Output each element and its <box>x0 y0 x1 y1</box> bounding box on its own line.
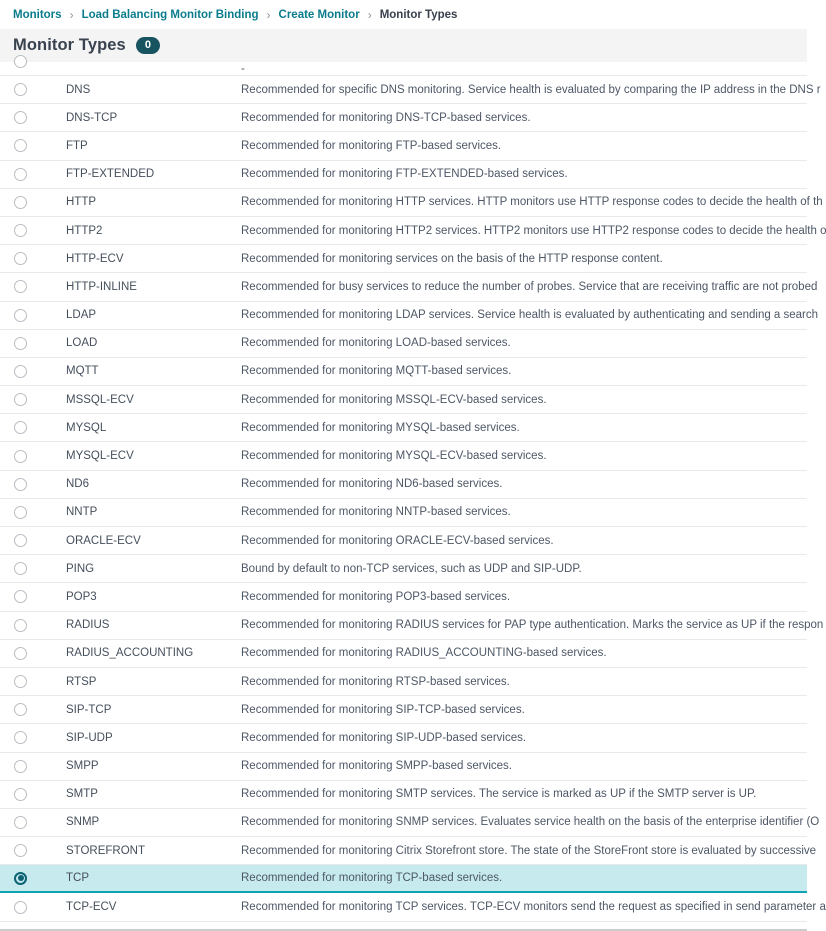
monitor-row-partial[interactable] <box>0 62 807 76</box>
radio-button[interactable] <box>14 421 27 434</box>
monitor-name: SMTP <box>66 788 98 801</box>
radio-button[interactable] <box>14 337 27 350</box>
monitor-name: FTP <box>66 139 88 152</box>
radio-button[interactable] <box>14 83 27 96</box>
monitor-description: Recommended for monitoring DNS-TCP-based services. <box>241 111 531 124</box>
monitor-description: Recommended for monitoring MQTT-based services. <box>241 365 512 378</box>
monitor-description: Bound by default to non-TCP services, such as UDP and SIP-UDP. <box>241 562 582 575</box>
monitor-row-sip-tcp[interactable] <box>0 696 807 724</box>
monitor-row-mysql[interactable] <box>0 414 807 442</box>
monitor-description: Recommended for monitoring POP3-based services. <box>241 590 511 603</box>
monitor-row-http-inline[interactable] <box>0 273 818 301</box>
selected-count-badge: 0 <box>136 37 160 54</box>
page-title: Monitor Types <box>13 36 126 54</box>
monitor-name: ORACLE-ECV <box>66 534 141 547</box>
monitor-description: Recommended for monitoring LDAP services. Service health is evaluated by authenticating and sending a search <box>241 309 819 322</box>
monitor-row-http[interactable] <box>0 189 823 217</box>
radio-button[interactable] <box>14 562 27 575</box>
breadcrumb <box>0 0 807 29</box>
monitor-description: Recommended for monitoring RADIUS services for PAP type authentication. Marks the service as UP if the respon <box>241 619 824 632</box>
monitor-row-pop3[interactable] <box>0 583 807 611</box>
monitor-description: Recommended for monitoring SIP-UDP-based services. <box>241 731 527 744</box>
monitor-name: SIP-TCP <box>66 703 112 716</box>
radio-button[interactable] <box>14 55 27 68</box>
monitor-description: Recommended for monitoring SMPP-based services. <box>241 760 513 773</box>
radio-button[interactable] <box>14 478 27 491</box>
monitor-name: SNMP <box>66 816 100 829</box>
radio-button[interactable] <box>14 731 27 744</box>
monitor-name: RTSP <box>66 675 97 688</box>
monitor-row-http2[interactable] <box>0 217 826 245</box>
breadcrumb-link-load-balancing-monitor-binding[interactable]: Load Balancing Monitor Binding <box>81 8 259 21</box>
monitor-description: Recommended for monitoring LOAD-based services. <box>241 337 511 350</box>
monitor-row-radius_accounting[interactable] <box>0 640 807 668</box>
table-bottom-gap <box>0 922 807 929</box>
breadcrumb-link-monitors[interactable]: Monitors <box>13 8 62 21</box>
radio-button[interactable] <box>14 139 27 152</box>
monitor-row-nntp[interactable] <box>0 499 807 527</box>
monitor-row-load[interactable] <box>0 330 807 358</box>
monitor-row-storefront[interactable] <box>0 837 817 865</box>
monitor-description: Recommended for busy services to reduce the number of probes. Service that are receiving traffic are not probed <box>241 280 818 293</box>
monitor-description: Recommended for monitoring FTP-based services. <box>241 139 502 152</box>
monitor-name: SMPP <box>66 760 99 773</box>
monitor-name: HTTP <box>66 196 97 209</box>
breadcrumb-link-create-monitor[interactable]: Create Monitor <box>278 8 360 21</box>
monitor-name: SIP-UDP <box>66 731 113 744</box>
chevron-right-icon: › <box>266 7 271 22</box>
monitor-row-tcp-ecv[interactable] <box>0 893 826 921</box>
radio-button[interactable] <box>14 647 27 660</box>
radio-button[interactable] <box>14 844 27 857</box>
monitor-description: Recommended for monitoring ORACLE-ECV-based services. <box>241 534 554 547</box>
radio-button[interactable] <box>14 224 27 237</box>
radio-button[interactable] <box>14 309 27 322</box>
monitor-row-smpp[interactable] <box>0 753 807 781</box>
monitor-description: Recommended for monitoring SMTP services. The service is marked as UP if the SMTP server is UP. <box>241 788 757 801</box>
radio-button[interactable] <box>14 760 27 773</box>
radio-button[interactable] <box>14 675 27 688</box>
monitor-description: Recommended for monitoring MYSQL-ECV-based services. <box>241 450 547 463</box>
page-header <box>0 29 807 62</box>
monitor-row-mqtt[interactable] <box>0 358 807 386</box>
monitor-description: Recommended for monitoring RTSP-based services. <box>241 675 510 688</box>
monitor-row-ping[interactable] <box>0 555 807 583</box>
monitor-name: ND6 <box>66 478 90 491</box>
monitor-name: MQTT <box>66 365 99 378</box>
monitor-row-radius[interactable] <box>0 612 824 640</box>
monitor-row-http-ecv[interactable] <box>0 245 807 273</box>
monitor-row-dns-tcp[interactable] <box>0 104 807 132</box>
monitor-row-rtsp[interactable] <box>0 668 807 696</box>
monitor-row-nd6[interactable] <box>0 471 807 499</box>
monitor-name: RADIUS <box>66 619 110 632</box>
radio-button[interactable] <box>14 252 27 265</box>
monitor-description: Recommended for monitoring HTTP services. HTTP monitors use HTTP response codes to decide the health of th <box>241 196 823 209</box>
monitor-row-mysql-ecv[interactable] <box>0 442 807 470</box>
monitor-name: LOAD <box>66 337 98 350</box>
monitor-row-ftp[interactable] <box>0 132 807 160</box>
radio-button[interactable] <box>14 901 27 914</box>
radio-button[interactable] <box>14 168 27 181</box>
radio-button[interactable] <box>14 111 27 124</box>
monitor-name: MSSQL-ECV <box>66 393 134 406</box>
table-bottom-border <box>0 929 807 931</box>
radio-button[interactable] <box>14 872 27 885</box>
monitor-description: Recommended for monitoring SIP-TCP-based services. <box>241 703 525 716</box>
monitor-description: Recommended for monitoring SNMP services. Evaluates service health on the basis of the enterprise identifier (O <box>241 816 820 829</box>
radio-button[interactable] <box>14 280 27 293</box>
chevron-right-icon: › <box>69 7 74 22</box>
radio-button[interactable] <box>14 393 27 406</box>
monitor-row-snmp[interactable] <box>0 809 820 837</box>
monitor-row-ldap[interactable] <box>0 302 819 330</box>
chevron-right-icon: › <box>367 7 372 22</box>
radio-button[interactable] <box>14 196 27 209</box>
monitor-description: Recommended for monitoring TCP-based services. <box>241 872 503 885</box>
radio-button[interactable] <box>14 534 27 547</box>
monitor-description: Recommended for monitoring ND6-based services. <box>241 478 503 491</box>
monitor-name: TCP-ECV <box>66 901 117 914</box>
monitor-description: Recommended for monitoring HTTP2 services. HTTP2 monitors use HTTP2 response codes to decide the health o <box>241 224 826 237</box>
monitor-row-sip-udp[interactable] <box>0 724 807 752</box>
monitor-name: HTTP2 <box>66 224 103 237</box>
radio-button[interactable] <box>14 506 27 519</box>
monitor-name: POP3 <box>66 590 97 603</box>
monitor-name: MYSQL <box>66 421 107 434</box>
monitor-name: TCP <box>66 872 89 885</box>
radio-button[interactable] <box>14 816 27 829</box>
monitor-description: Recommended for monitoring RADIUS_ACCOUNTING-based services. <box>241 647 607 660</box>
monitor-name: DNS <box>66 83 91 96</box>
monitor-row-dns[interactable] <box>0 76 821 104</box>
monitor-row-tcp[interactable] <box>0 865 807 893</box>
radio-button[interactable] <box>14 450 27 463</box>
monitor-description: Recommended for monitoring services on the basis of the HTTP response content. <box>241 252 663 265</box>
monitor-description: Recommended for monitoring MYSQL-based services. <box>241 421 520 434</box>
radio-button[interactable] <box>14 590 27 603</box>
radio-button[interactable] <box>14 619 27 632</box>
monitor-name: RADIUS_ACCOUNTING <box>66 647 194 660</box>
monitor-name: STOREFRONT <box>66 844 146 857</box>
monitor-description: Recommended for monitoring NNTP-based services. <box>241 506 511 519</box>
radio-button[interactable] <box>14 365 27 378</box>
monitor-row-oracle-ecv[interactable] <box>0 527 807 555</box>
monitor-name: FTP-EXTENDED <box>66 168 155 181</box>
monitor-description: Recommended for monitoring Citrix Storefront store. The state of the StoreFront store is evaluated by successive <box>241 844 817 857</box>
radio-button[interactable] <box>14 703 27 716</box>
monitor-name: LDAP <box>66 309 97 322</box>
monitor-rows <box>0 76 826 922</box>
monitor-description: Recommended for monitoring TCP services. TCP-ECV monitors send the request as specified in send parameter a <box>241 901 826 914</box>
monitor-row-smtp[interactable] <box>0 781 807 809</box>
monitor-description: Recommended for monitoring MSSQL-ECV-based services. <box>241 393 547 406</box>
monitor-name: HTTP-INLINE <box>66 280 137 293</box>
monitor-name: DNS-TCP <box>66 111 118 124</box>
radio-button[interactable] <box>14 788 27 801</box>
monitor-row-mssql-ecv[interactable] <box>0 386 807 414</box>
monitor-description: Recommended for specific DNS monitoring. Service health is evaluated by comparing the IP address in the DNS r <box>241 83 821 96</box>
monitor-row-ftp-extended[interactable] <box>0 161 807 189</box>
breadcrumb-current-monitor-types: Monitor Types <box>379 8 458 21</box>
monitor-name: HTTP-ECV <box>66 252 124 265</box>
monitor-name: PING <box>66 562 95 575</box>
monitor-types-table <box>0 62 826 931</box>
monitor-description: Recommended for monitoring FTP-EXTENDED-based services. <box>241 168 568 181</box>
monitor-name: MYSQL-ECV <box>66 450 134 463</box>
monitor-description: - <box>241 63 245 75</box>
monitor-name: NNTP <box>66 506 98 519</box>
